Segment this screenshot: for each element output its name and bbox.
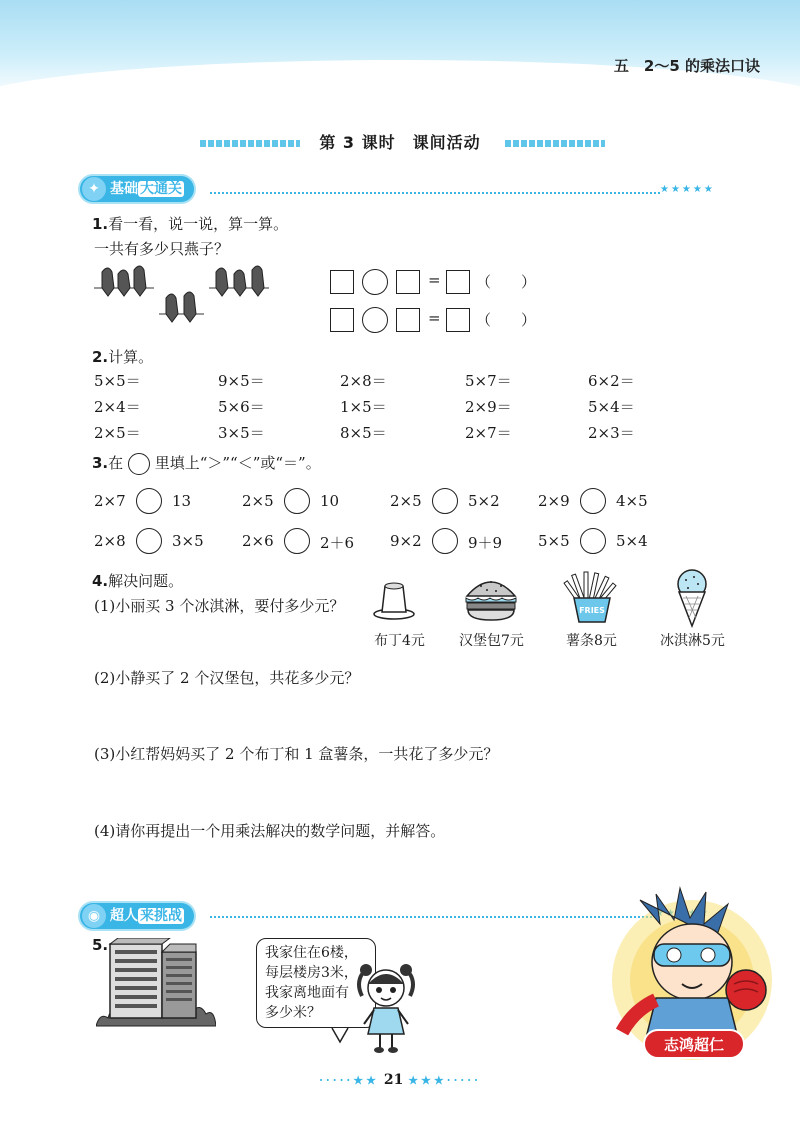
section-divider: [210, 192, 660, 194]
compare-left: 9×2: [390, 532, 422, 550]
question-5-number: 5.: [92, 936, 109, 954]
page-number-footer: [0, 1072, 800, 1088]
compare-answer-circle[interactable]: [284, 528, 310, 554]
answer-box[interactable]: [396, 270, 420, 294]
calc-item[interactable]: 5×7＝: [465, 372, 512, 390]
compare-right: 3×5: [172, 532, 204, 550]
question-1-sub: 一共有多少只燕子？: [94, 240, 230, 258]
compare-right: 10: [320, 492, 340, 510]
calc-item[interactable]: 2×4＝: [94, 398, 141, 416]
swallow-icon: [184, 292, 196, 322]
calc-item[interactable]: 2×7＝: [465, 424, 512, 442]
calc-item[interactable]: 8×5＝: [340, 424, 387, 442]
compare-left: 2×5: [390, 492, 422, 510]
compare-left: 2×8: [94, 532, 126, 550]
chapter-title: 五 2～5 的乘法口诀: [613, 57, 760, 75]
bubble-line: 我家离地面有: [265, 985, 349, 1001]
operator-circle[interactable]: [362, 307, 388, 333]
compare-left: 2×7: [94, 492, 126, 510]
section-divider: [210, 916, 660, 918]
equals-sign: =: [428, 309, 441, 327]
fries-box-text: FRIES: [579, 606, 605, 615]
operator-circle[interactable]: [362, 269, 388, 295]
price-label: 布丁4元: [374, 633, 425, 649]
compare-answer-circle[interactable]: [136, 488, 162, 514]
compare-right: 13: [172, 492, 192, 510]
compare-answer-circle[interactable]: [580, 488, 606, 514]
circle-symbol: [128, 453, 150, 475]
compare-right: 9＋9: [468, 534, 503, 552]
compare-left: 5×5: [538, 532, 570, 550]
question-3: [92, 452, 321, 475]
page-number: 21: [383, 1072, 404, 1088]
question-number: 4.: [92, 572, 109, 590]
fries-icon: [562, 570, 622, 624]
section-label-a: 基础: [110, 181, 138, 197]
question-4-part-4: (4)请你再提出一个用乘法解决的数学问题，并解答。: [94, 822, 446, 840]
question-text: 解决问题。: [108, 572, 184, 590]
ufo-icon: ◉: [82, 904, 106, 928]
swallows-illustration: [94, 262, 274, 334]
calc-item[interactable]: 5×4＝: [588, 398, 635, 416]
calc-item[interactable]: 1×5＝: [340, 398, 387, 416]
question-4-part-3: (3)小红帮妈妈买了 2 个布丁和 1 盒薯条，一共花了多少元？: [94, 745, 499, 763]
section-badge-basic: [80, 176, 194, 202]
compare-left: 2×5: [242, 492, 274, 510]
compare-answer-circle[interactable]: [136, 528, 162, 554]
star-decoration-right: ★★★·····: [408, 1074, 481, 1087]
swallow-icon: [234, 270, 246, 296]
question-text-a: 在: [108, 454, 124, 472]
swallow-icon: [134, 266, 146, 296]
section-label-a: 超人: [110, 908, 138, 924]
swallow-icon: [166, 294, 178, 322]
price-label: 薯条8元: [566, 633, 617, 649]
compare-right: 5×2: [468, 492, 500, 510]
star-decoration-left: ·····★★: [319, 1074, 379, 1087]
question-number: 1.: [92, 215, 109, 233]
answer-box[interactable]: [330, 270, 354, 294]
compare-right: 2＋6: [320, 534, 355, 552]
compare-right: 5×4: [616, 532, 648, 550]
calc-item[interactable]: 5×5＝: [94, 372, 141, 390]
calc-item[interactable]: 9×5＝: [218, 372, 265, 390]
calc-item[interactable]: 6×2＝: [588, 372, 635, 390]
question-text: 计算。: [108, 348, 154, 366]
calc-item[interactable]: 3×5＝: [218, 424, 265, 442]
compare-right: 4×5: [616, 492, 648, 510]
compare-answer-circle[interactable]: [284, 488, 310, 514]
building-icon: [96, 938, 216, 1030]
swallow-icon: [118, 270, 130, 296]
compare-answer-circle[interactable]: [432, 528, 458, 554]
swallow-icon: [216, 268, 228, 296]
compare-left: 2×9: [538, 492, 570, 510]
question-4-part-1: (1)小丽买 3 个冰淇淋，要付多少元？: [94, 597, 345, 615]
answer-box[interactable]: [396, 308, 420, 332]
calc-item[interactable]: 2×5＝: [94, 424, 141, 442]
answer-paren[interactable]: （ ）: [476, 273, 537, 291]
mascot-illustration: [600, 880, 780, 1070]
question-4: [92, 570, 183, 591]
section-label-b: 大通关: [140, 181, 182, 197]
equals-sign: =: [428, 271, 441, 289]
price-label: 冰淇淋5元: [660, 633, 725, 649]
answer-box[interactable]: [446, 308, 470, 332]
question-number: 3.: [92, 454, 109, 472]
girl-icon: [352, 960, 422, 1056]
question-2: [92, 346, 153, 367]
bubble-line: 我家住在6楼，: [265, 945, 358, 961]
rocket-icon: ✦: [82, 177, 106, 201]
swallow-icon: [252, 266, 264, 296]
lesson-title: 第 3 课时 课间活动: [319, 133, 481, 152]
compare-left: 2×6: [242, 532, 274, 550]
answer-box[interactable]: [330, 308, 354, 332]
compare-answer-circle[interactable]: [432, 488, 458, 514]
mascot-badge-text: 志鸿超仁: [663, 1036, 725, 1054]
question-text: 看一看，说一说，算一算。: [108, 215, 289, 233]
question-4-part-2: (2)小静买了 2 个汉堡包，共花多少元？: [94, 669, 360, 687]
ice-cream-icon: [672, 568, 712, 628]
pudding-icon: [372, 576, 416, 622]
bubble-line: 每层楼房3米，: [265, 965, 358, 981]
swallow-icon: [102, 268, 114, 296]
price-label: 汉堡包7元: [459, 633, 524, 649]
question-text-b: 里填上“＞”“＜”或“＝”。: [154, 454, 321, 472]
calc-item[interactable]: 2×3＝: [588, 424, 635, 442]
equation-row-2: [330, 306, 550, 336]
answer-paren[interactable]: （ ）: [476, 311, 537, 329]
calc-item[interactable]: 2×9＝: [465, 398, 512, 416]
bubble-line: 多少米？: [265, 1005, 321, 1021]
question-number: 2.: [92, 348, 109, 366]
section-label-b: 来挑战: [140, 908, 182, 924]
star-decoration: ★★★★★: [660, 184, 715, 195]
equation-row-1: [330, 268, 550, 298]
answer-box[interactable]: [446, 270, 470, 294]
section-badge-challenge: [80, 903, 194, 929]
hamburger-icon: [463, 574, 519, 624]
calc-item[interactable]: 2×8＝: [340, 372, 387, 390]
compare-answer-circle[interactable]: [580, 528, 606, 554]
calc-item[interactable]: 5×6＝: [218, 398, 265, 416]
question-1: [92, 213, 288, 234]
